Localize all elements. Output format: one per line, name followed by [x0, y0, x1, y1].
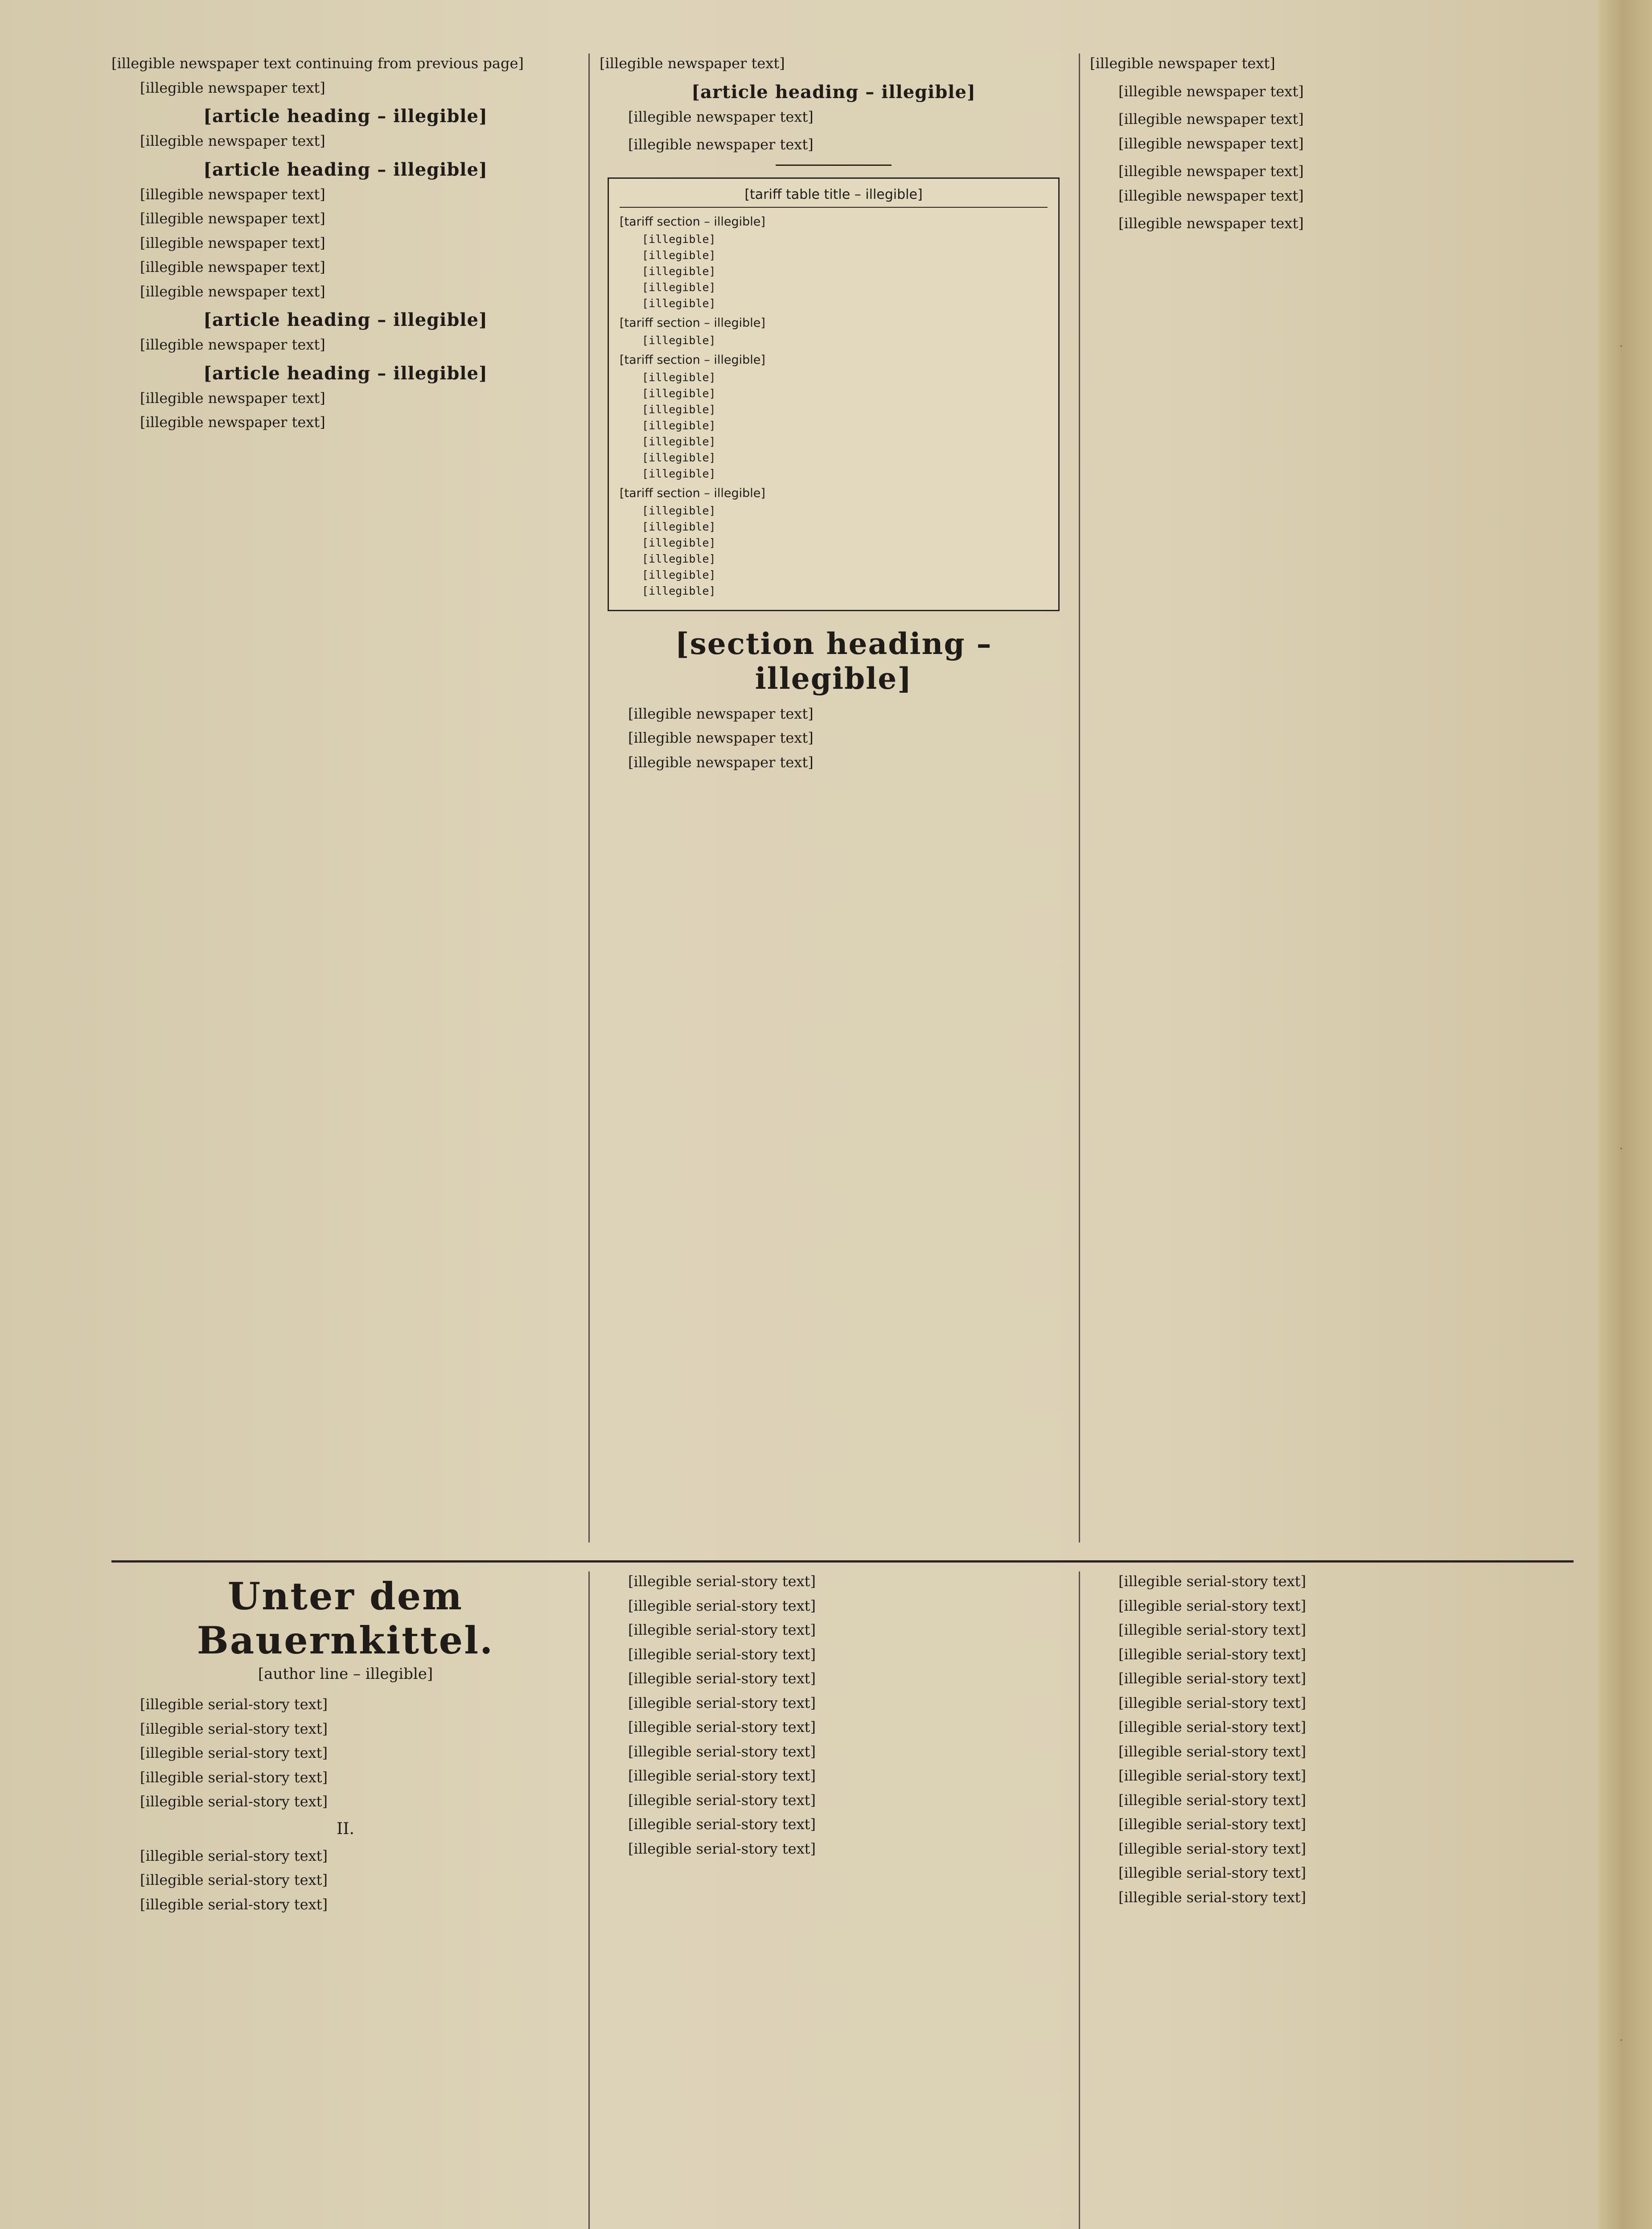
article-paragraph: [illegible newspaper text]: [1090, 55, 1275, 72]
tariff-row: [illegible]: [642, 280, 716, 294]
news-article: [111, 309, 579, 355]
article-paragraph: [illegible newspaper text]: [1118, 111, 1304, 127]
story-paragraph: [illegible serial-story text]: [1118, 1888, 1306, 1906]
tariff-row: [illegible]: [642, 536, 716, 549]
news-article: [1090, 161, 1576, 206]
story-paragraph: [illegible serial-story text]: [628, 1767, 816, 1784]
tariff-title: [tariff table title – illegible]: [620, 187, 1048, 208]
tariff-section-label: [tariff section – illegible]: [620, 214, 765, 229]
column-divider: [1079, 53, 1080, 1542]
edge-mark: ·: [1619, 1141, 1624, 1156]
article-paragraph: [illegible newspaper text]: [140, 259, 325, 276]
story-paragraph: [illegible serial-story text]: [628, 1597, 816, 1614]
tariff-body: [620, 215, 1048, 599]
story-paragraph: [illegible serial-story text]: [1118, 1743, 1306, 1760]
story-paragraph: [illegible serial-story text]: [140, 1896, 328, 1913]
news-article: [1090, 214, 1576, 234]
article-paragraph: [illegible newspaper text]: [140, 234, 325, 251]
column-divider: [588, 1571, 590, 2229]
story-text-1: [111, 1694, 579, 1812]
news-article: [111, 53, 579, 98]
story-paragraph: [illegible serial-story text]: [628, 1670, 816, 1687]
story-title: Unter dem Bauernkittel.: [197, 1574, 494, 1662]
tariff-row: [illegible]: [642, 451, 716, 464]
story-paragraph: [illegible serial-story text]: [140, 1847, 328, 1864]
story-paragraph: [illegible serial-story text]: [140, 1720, 328, 1737]
article-paragraph: [illegible newspaper text]: [1118, 163, 1304, 180]
article-paragraph: [illegible newspaper text]: [140, 79, 325, 96]
news-column-3: [1090, 53, 1576, 1542]
tariff-row: [illegible]: [642, 370, 716, 384]
article-paragraph: [illegible newspaper text]: [140, 210, 325, 227]
story-paragraph: [illegible serial-story text]: [140, 1871, 328, 1888]
tariff-row: [illegible]: [642, 333, 716, 347]
story-paragraph: [illegible serial-story text]: [628, 1645, 816, 1663]
tariff-row: [illegible]: [642, 504, 716, 517]
story-paragraph: [illegible serial-story text]: [1118, 1670, 1306, 1687]
story-paragraph: [illegible serial-story text]: [628, 1816, 816, 1833]
article-heading: [article heading – illegible]: [203, 309, 488, 330]
article-heading: [article heading – illegible]: [691, 81, 976, 103]
news-column-1: [111, 53, 579, 1542]
article-heading: [section heading – illegible]: [675, 626, 992, 696]
edge-mark: ·: [1619, 2033, 1624, 2048]
tariff-row: [illegible]: [642, 296, 716, 310]
tariff-section-label: [tariff section – illegible]: [620, 486, 765, 500]
story-paragraph: [illegible serial-story text]: [140, 1696, 328, 1713]
page-binding-edge: [1599, 0, 1652, 2229]
story-column-2: [600, 1571, 1068, 2229]
story-column-3: [1090, 1571, 1576, 2229]
article-heading: [article heading – illegible]: [203, 159, 488, 180]
article-paragraph: [illegible newspaper text]: [140, 132, 325, 149]
article-paragraph: [illegible newspaper text]: [140, 414, 325, 431]
news-article: [1090, 82, 1576, 102]
tariff-row: [illegible]: [642, 568, 716, 581]
story-paragraph: [illegible serial-story text]: [140, 1744, 328, 1761]
article-paragraph: [illegible newspaper text]: [1118, 82, 1304, 100]
story-paragraph: [illegible serial-story text]: [1118, 1597, 1306, 1614]
story-paragraph: [illegible serial-story text]: [1118, 1573, 1306, 1590]
article-heading: [article heading – illegible]: [203, 362, 488, 384]
article-paragraph: [illegible newspaper text]: [1118, 187, 1304, 204]
article-paragraph: [illegible newspaper text]: [140, 336, 325, 353]
column-divider: [588, 53, 590, 1542]
column-divider: [1079, 1571, 1080, 2229]
article-paragraph: [illegible newspaper text]: [628, 108, 814, 125]
article-paragraph: [illegible newspaper text continuing from previous page]: [111, 55, 524, 72]
article-heading: [article heading – illegible]: [203, 106, 488, 127]
article-paragraph: [illegible newspaper text]: [140, 283, 325, 300]
story-text-1b: [111, 1846, 579, 1915]
article-paragraph: [illegible newspaper text]: [628, 705, 814, 722]
article-paragraph: [illegible newspaper text]: [1118, 215, 1304, 232]
tariff-row: [illegible]: [642, 584, 716, 597]
news-article: [111, 159, 579, 302]
tariff-row: [illegible]: [642, 520, 716, 533]
news-article: [111, 363, 579, 432]
article-paragraph: [illegible newspaper text]: [1118, 135, 1304, 152]
news-article: [600, 704, 1068, 773]
article-paragraph: [illegible newspaper text]: [140, 389, 325, 407]
tariff-section-label: [tariff section – illegible]: [620, 353, 765, 367]
story-paragraph: [illegible serial-story text]: [1118, 1719, 1306, 1735]
tariff-row: [illegible]: [642, 387, 716, 400]
story-paragraph: [illegible serial-story text]: [628, 1621, 816, 1638]
article-paragraph: [illegible newspaper text]: [628, 753, 814, 771]
story-paragraph: [illegible serial-story text]: [628, 1694, 816, 1711]
news-article: [111, 106, 579, 151]
article-separator: [776, 165, 892, 166]
news-column-2-bottom: [600, 626, 1068, 773]
story-paragraph: [illegible serial-story text]: [628, 1719, 816, 1735]
news-article: [600, 53, 1068, 74]
story-paragraph: [illegible serial-story text]: [140, 1793, 328, 1810]
tariff-row: [illegible]: [642, 435, 716, 448]
story-paragraph: [illegible serial-story text]: [628, 1743, 816, 1760]
story-paragraph: [illegible serial-story text]: [1118, 1791, 1306, 1809]
story-paragraph: [illegible serial-story text]: [1118, 1645, 1306, 1663]
tariff-row: [illegible]: [642, 419, 716, 432]
article-paragraph: [illegible newspaper text]: [600, 55, 785, 72]
story-paragraph: [illegible serial-story text]: [1118, 1864, 1306, 1881]
story-paragraph: [illegible serial-story text]: [140, 1768, 328, 1786]
news-article: [1090, 109, 1576, 153]
story-paragraph: [illegible serial-story text]: [1118, 1840, 1306, 1857]
tariff-row: [illegible]: [642, 232, 716, 246]
tariff-row: [illegible]: [642, 467, 716, 480]
tariff-row: [illegible]: [642, 248, 716, 262]
article-paragraph: [illegible newspaper text]: [628, 729, 814, 746]
story-paragraph: [illegible serial-story text]: [1118, 1621, 1306, 1638]
story-paragraph: [illegible serial-story text]: [1118, 1767, 1306, 1784]
story-paragraph: [illegible serial-story text]: [1118, 1816, 1306, 1833]
story-section-number: II.: [337, 1819, 354, 1838]
story-paragraph: [illegible serial-story text]: [628, 1840, 816, 1857]
news-column-2: [600, 53, 1068, 1542]
tariff-section-label: [tariff section – illegible]: [620, 316, 765, 330]
news-article: [600, 626, 1068, 696]
phone-tariff-table: [608, 177, 1060, 611]
article-paragraph: [illegible newspaper text]: [140, 185, 325, 203]
tariff-row: [illegible]: [642, 552, 716, 565]
story-author: [author line – illegible]: [258, 1665, 433, 1683]
story-paragraph: [illegible serial-story text]: [628, 1791, 816, 1809]
article-paragraph: [illegible newspaper text]: [628, 136, 814, 153]
news-article: [1090, 53, 1576, 74]
story-paragraph: [illegible serial-story text]: [628, 1573, 816, 1590]
tariff-row: [illegible]: [642, 264, 716, 278]
story-paragraph: [illegible serial-story text]: [1118, 1694, 1306, 1711]
edge-mark: ·: [1619, 339, 1624, 354]
news-column-2-top: [600, 53, 1068, 155]
story-column-1: [111, 1571, 579, 2229]
news-article: [600, 135, 1068, 155]
news-article: [600, 82, 1068, 127]
feuilleton-rule: [111, 1560, 1574, 1563]
tariff-row: [illegible]: [642, 403, 716, 416]
